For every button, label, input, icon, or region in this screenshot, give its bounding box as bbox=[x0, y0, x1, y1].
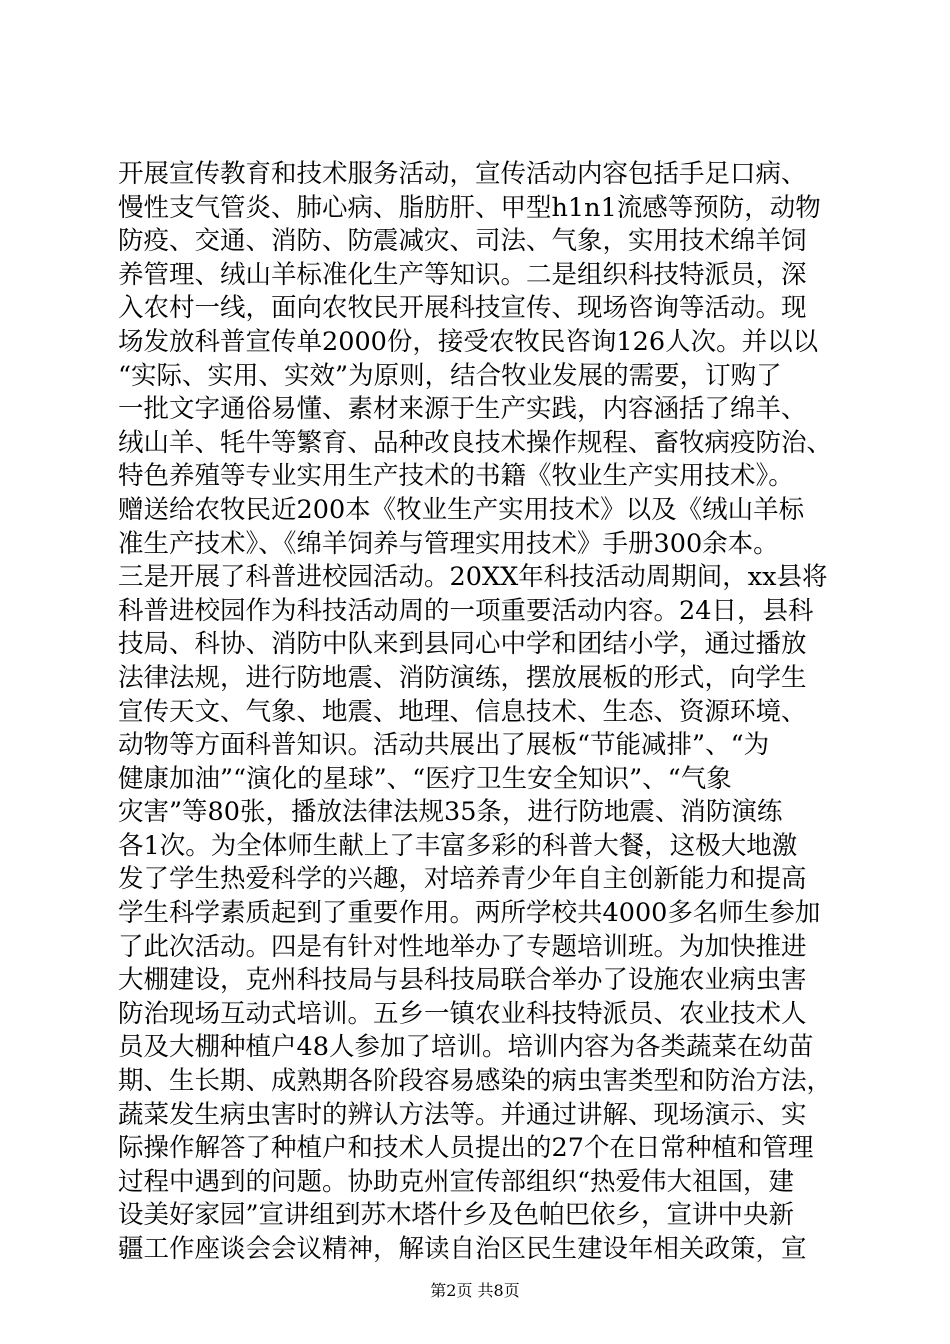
body-line: 技局、科协、消防中队来到县同心中学和团结小学，通过播放 bbox=[118, 629, 807, 660]
body-line: 法律法规，进行防地震、消防演练，摆放展板的形式，向学生 bbox=[118, 662, 807, 693]
body-line: 准生产技术》、《绵羊饲养与管理实用技术》手册300余本。 bbox=[118, 528, 779, 559]
body-line: 科普进校园作为科技活动周的一项重要活动内容。24日，县科 bbox=[118, 595, 814, 626]
body-line: “实际、实用、实效”为原则，结合牧业发展的需要，订购了 bbox=[118, 360, 782, 391]
body-line: 设美好家园”宣讲组到苏木塔什乡及色帕巴依乡，宣讲中央新 bbox=[118, 1200, 795, 1231]
body-line: 动物等方面科普知识。活动共展出了展板“节能减排”、“为 bbox=[118, 730, 770, 761]
body-line: 防治现场互动式培训。五乡一镇农业科技特派员、农业技术人 bbox=[118, 998, 807, 1029]
page-footer: 第2页 共8页 bbox=[430, 1281, 520, 1300]
body-line: 场发放科普宣传单2000份，接受农牧民咨询126人次。并以以 bbox=[118, 326, 819, 357]
body-line: 了此次活动。四是有针对性地举办了专题培训班。为加快推进 bbox=[118, 931, 807, 962]
body-line: 灾害”等80张，播放法律法规35条，进行防地震、消防演练 bbox=[118, 797, 783, 828]
body-line: 期、生长期、成熟期各阶段容易感染的病虫害类型和防治方法， bbox=[118, 1066, 833, 1097]
body-line: 际操作解答了种植户和技术人员提出的27个在日常种植和管理 bbox=[118, 1133, 814, 1164]
body-line: 学生科学素质起到了重要作用。两所学校共4000多名师生参加 bbox=[118, 898, 821, 929]
body-line: 各1次。为全体师生献上了丰富多彩的科普大餐，这极大地激 bbox=[118, 830, 798, 861]
body-line: 慢性支气管炎、肺心病、脂肪肝、甲型h1n1流感等预防，动物 bbox=[118, 192, 821, 223]
body-line: 疆工作座谈会会议精神，解读自治区民生建设年相关政策，宣 bbox=[118, 1234, 807, 1264]
body-line: 大棚建设，克州科技局与县科技局联合举办了设施农业病虫害 bbox=[118, 965, 807, 996]
body-line: 开展宣传教育和技术服务活动，宣传活动内容包括手足口病、 bbox=[118, 159, 807, 189]
body-line: 一批文字通俗易懂、素材来源于生产实践，内容涵括了绵羊、 bbox=[118, 394, 807, 425]
body-line: 员及大棚种植户48人参加了培训。培训内容为各类蔬菜在幼苗 bbox=[118, 1032, 814, 1063]
body-line: 健康加油”“演化的星球”、“医疗卫生安全知识”、“气象 bbox=[118, 763, 732, 794]
body-line: 蔬菜发生病虫害时的辨认方法等。并通过讲解、现场演示、实 bbox=[118, 1099, 807, 1130]
body-line: 绒山羊、牦牛等繁育、品种改良技术操作规程、畜牧病疫防治、 bbox=[118, 427, 833, 458]
body-line: 养管理、绒山羊标准化生产等知识。二是组织科技特派员，深 bbox=[118, 259, 807, 290]
body-paragraph bbox=[118, 158, 838, 1267]
body-line: 宣传天文、气象、地震、地理、信息技术、生态、资源环境、 bbox=[118, 696, 807, 727]
body-line: 过程中遇到的问题。协助克州宣传部组织“热爱伟大祖国，建 bbox=[118, 1166, 795, 1197]
body-line: 发了学生热爱科学的兴趣，对培养青少年自主创新能力和提高 bbox=[118, 864, 807, 895]
body-line: 特色养殖等专业实用生产技术的书籍《牧业生产实用技术》。 bbox=[118, 461, 794, 492]
body-line: 入农村一线，面向农牧民开展科技宣传、现场咨询等活动。现 bbox=[118, 293, 807, 324]
body-line: 赠送给农牧民近200本《牧业生产实用技术》以及《绒山羊标 bbox=[118, 494, 805, 525]
body-line: 三是开展了科普进校园活动。20XX年科技活动周期间，xx县将 bbox=[118, 562, 828, 593]
body-line: 防疫、交通、消防、防震减灾、司法、气象，实用技术绵羊饲 bbox=[118, 226, 807, 257]
